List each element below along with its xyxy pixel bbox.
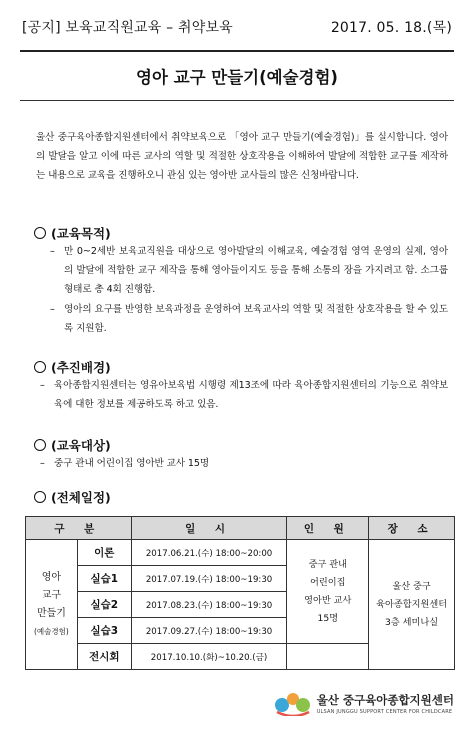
background-item-1-text: 육아종합지원센터는 영유아보육법 시행령 제13조에 따라 육아종합지원센터의 기능으로 취약보육에 대한 정보를 제공하도록 하고 있음. — [54, 380, 448, 410]
circle-bullet-icon — [34, 491, 46, 503]
dash-icon: – — [40, 458, 45, 469]
header-category: 구 분 — [26, 517, 132, 540]
section-background-heading — [34, 358, 111, 376]
stage-cell: 전시회 — [77, 644, 131, 670]
people-empty-cell — [287, 644, 369, 670]
header-place: 장 소 — [369, 517, 455, 540]
circle-bullet-icon — [34, 439, 46, 451]
date-cell: 2017.06.21.(수) 18:00~20:00 — [131, 540, 287, 566]
center-logo — [273, 690, 454, 716]
header-datetime: 일 시 — [131, 517, 287, 540]
place-line: 육아종합지원센터 — [376, 598, 448, 610]
stage-cell: 실습1 — [77, 566, 131, 592]
people-line: 15명 — [317, 612, 339, 624]
purpose-item-2-text: 영아의 요구를 반영한 보육과정을 운영하여 보육교사의 역할 및 적절한 상호작용을 할 수 있도록 지원함. — [64, 304, 448, 334]
category-cell — [26, 540, 78, 670]
category-line: 교구 — [41, 589, 62, 601]
intro-paragraph: 울산 중구육아종합지원센터에서 취약보육으로 「영아 교구 만들기(예술경험)」를 실시합니다. 영아의 발달을 알고 이에 따른 교사의 역할 및 적절한 상호작용을 이해하여 발달에 적합한 교구를 제작하는 내용으로 교육을 진행하오니 관심 있는 영아반 교사들의 많은 신청바랍니다. — [36, 132, 448, 181]
circle-bullet-icon — [34, 227, 46, 239]
section-target-title: (교육대상) — [51, 438, 111, 453]
center-logo-name: 울산 중구육아종합지원센터 — [316, 692, 454, 707]
notice-header — [22, 10, 452, 44]
category-subline: (예술경험) — [34, 626, 69, 636]
section-schedule-title: (전체일정) — [51, 490, 111, 505]
section-purpose-title: (교육목적) — [51, 226, 111, 241]
header-people: 인 원 — [287, 517, 369, 540]
target-item-1-text: 중구 관내 어린이집 영아반 교사 15명 — [54, 458, 210, 469]
notice-category: [공지] 보육교직원교육 – 취약보육 — [22, 20, 233, 36]
people-cell — [287, 540, 369, 644]
date-cell: 2017.08.23.(수) 18:00~19:30 — [131, 592, 287, 618]
section-purpose-heading — [34, 224, 111, 242]
section-schedule-heading — [34, 488, 111, 506]
people-line: 영아반 교사 — [304, 594, 352, 606]
place-line: 3층 세미나실 — [385, 616, 439, 628]
purpose-item-1 — [50, 242, 448, 299]
stage-cell: 이론 — [77, 540, 131, 566]
date-cell: 2017.10.10.(화)~10.20.(금) — [131, 644, 287, 670]
category-line: 영아 — [41, 571, 62, 583]
dash-icon: – — [40, 380, 45, 391]
people-line: 어린이집 — [310, 576, 346, 588]
page-title: 영아 교구 만들기(예술경험) — [136, 68, 338, 87]
center-logo-icon — [273, 690, 313, 716]
category-line: 만들기 — [36, 607, 66, 619]
background-item-1 — [40, 376, 448, 414]
section-target-heading — [34, 436, 111, 454]
table-row — [26, 540, 455, 566]
people-line: 중구 관내 — [308, 558, 347, 570]
section-background-title: (추진배경) — [51, 360, 111, 375]
place-line: 울산 중구 — [392, 580, 431, 592]
stage-cell: 실습3 — [77, 618, 131, 644]
table-header-row — [26, 517, 455, 540]
dash-icon: – — [50, 246, 55, 257]
dash-icon: – — [50, 304, 55, 315]
center-logo-subtitle: ULSAN JUNGGU SUPPORT CENTER FOR CHILDCARE — [316, 708, 453, 715]
place-cell — [369, 540, 455, 670]
date-cell: 2017.07.19.(수) 18:00~19:30 — [131, 566, 287, 592]
purpose-item-2 — [50, 300, 448, 338]
title-divider — [20, 100, 454, 101]
schedule-table — [25, 516, 455, 670]
purpose-item-1-text: 만 0~2세반 보육교직원을 대상으로 영아발달의 이해교육, 예술경험 영역 운영의 실제, 영아의 발달에 적합한 교구 제작을 통해 영아들이지도 등을 통해 소통의 장을 가지려고 함. 소그룹 형태로 총 4회 진행함. — [64, 246, 448, 295]
date-cell: 2017.09.27.(수) 18:00~19:30 — [131, 618, 287, 644]
stage-cell: 실습2 — [77, 592, 131, 618]
header-divider — [20, 50, 454, 52]
target-item-1 — [40, 454, 448, 473]
notice-date: 2017. 05. 18.(목) — [330, 20, 452, 36]
circle-bullet-icon — [34, 361, 46, 373]
